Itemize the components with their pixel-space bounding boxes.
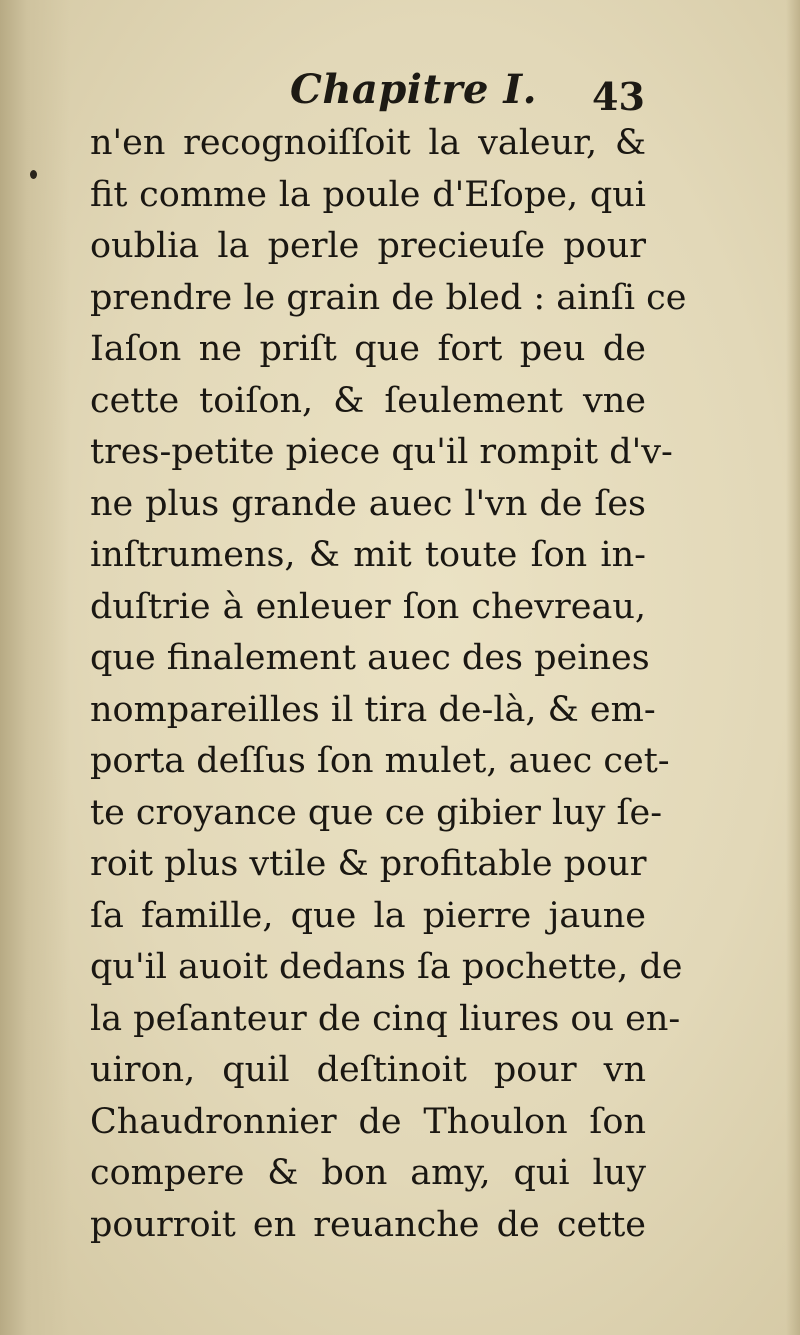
body-text — [90, 118, 687, 1251]
gutter-shadow — [0, 0, 70, 1335]
text-line: fit comme la poule d'Eſope, qui — [90, 174, 646, 215]
text-line: oublia la perle precieuſe pour — [90, 226, 646, 266]
text-line: prendre le grain de bled : ainſi ce — [90, 277, 687, 318]
page-edge — [786, 0, 800, 1335]
text-line: qu'il auoit dedans ſa pochette, de — [90, 947, 683, 987]
text-line: porta deſſus ſon mulet, auec cet- — [90, 741, 670, 781]
chapter-title: Chapitre I. — [290, 66, 538, 113]
text-line: ne plus grande auec l'vn de ſes — [90, 483, 646, 524]
ink-mark — [30, 170, 37, 179]
text-line: te croyance que ce gibier luy ſe- — [90, 792, 663, 833]
text-line: compere & bon amy, qui luy — [90, 1153, 646, 1193]
text-line: roit plus vtile & profitable pour — [90, 844, 647, 884]
text-line: ſa famille, que la pierre jaune — [90, 895, 646, 936]
text-line: la peſanteur de cinq liures ou en- — [90, 998, 681, 1039]
text-line: n'en recognoiſſoit la valeur, & — [90, 123, 646, 163]
text-line: duſtrie à enleuer ſon chevreau, — [90, 586, 646, 627]
page-number: 43 — [592, 74, 645, 119]
running-head — [0, 60, 800, 120]
text-line: tres-petite piece qu'il rompit d'v- — [90, 432, 673, 472]
text-line: pourroit en reuanche de cette — [90, 1204, 646, 1245]
text-line: que finalement auec des peines — [90, 638, 650, 678]
text-line: uiron, quil deſtinoit pour vn — [90, 1050, 646, 1090]
text-line: Chaudronnier de Thoulon ſon — [90, 1101, 646, 1142]
text-line: cette toiſon, & ſeulement vne — [90, 380, 646, 421]
text-line: inſtrumens, & mit toute ſon in- — [90, 535, 646, 575]
text-line: Iaſon ne priſt que fort peu de — [90, 329, 646, 369]
text-line: nompareilles il tira de-là, & em- — [90, 689, 656, 730]
